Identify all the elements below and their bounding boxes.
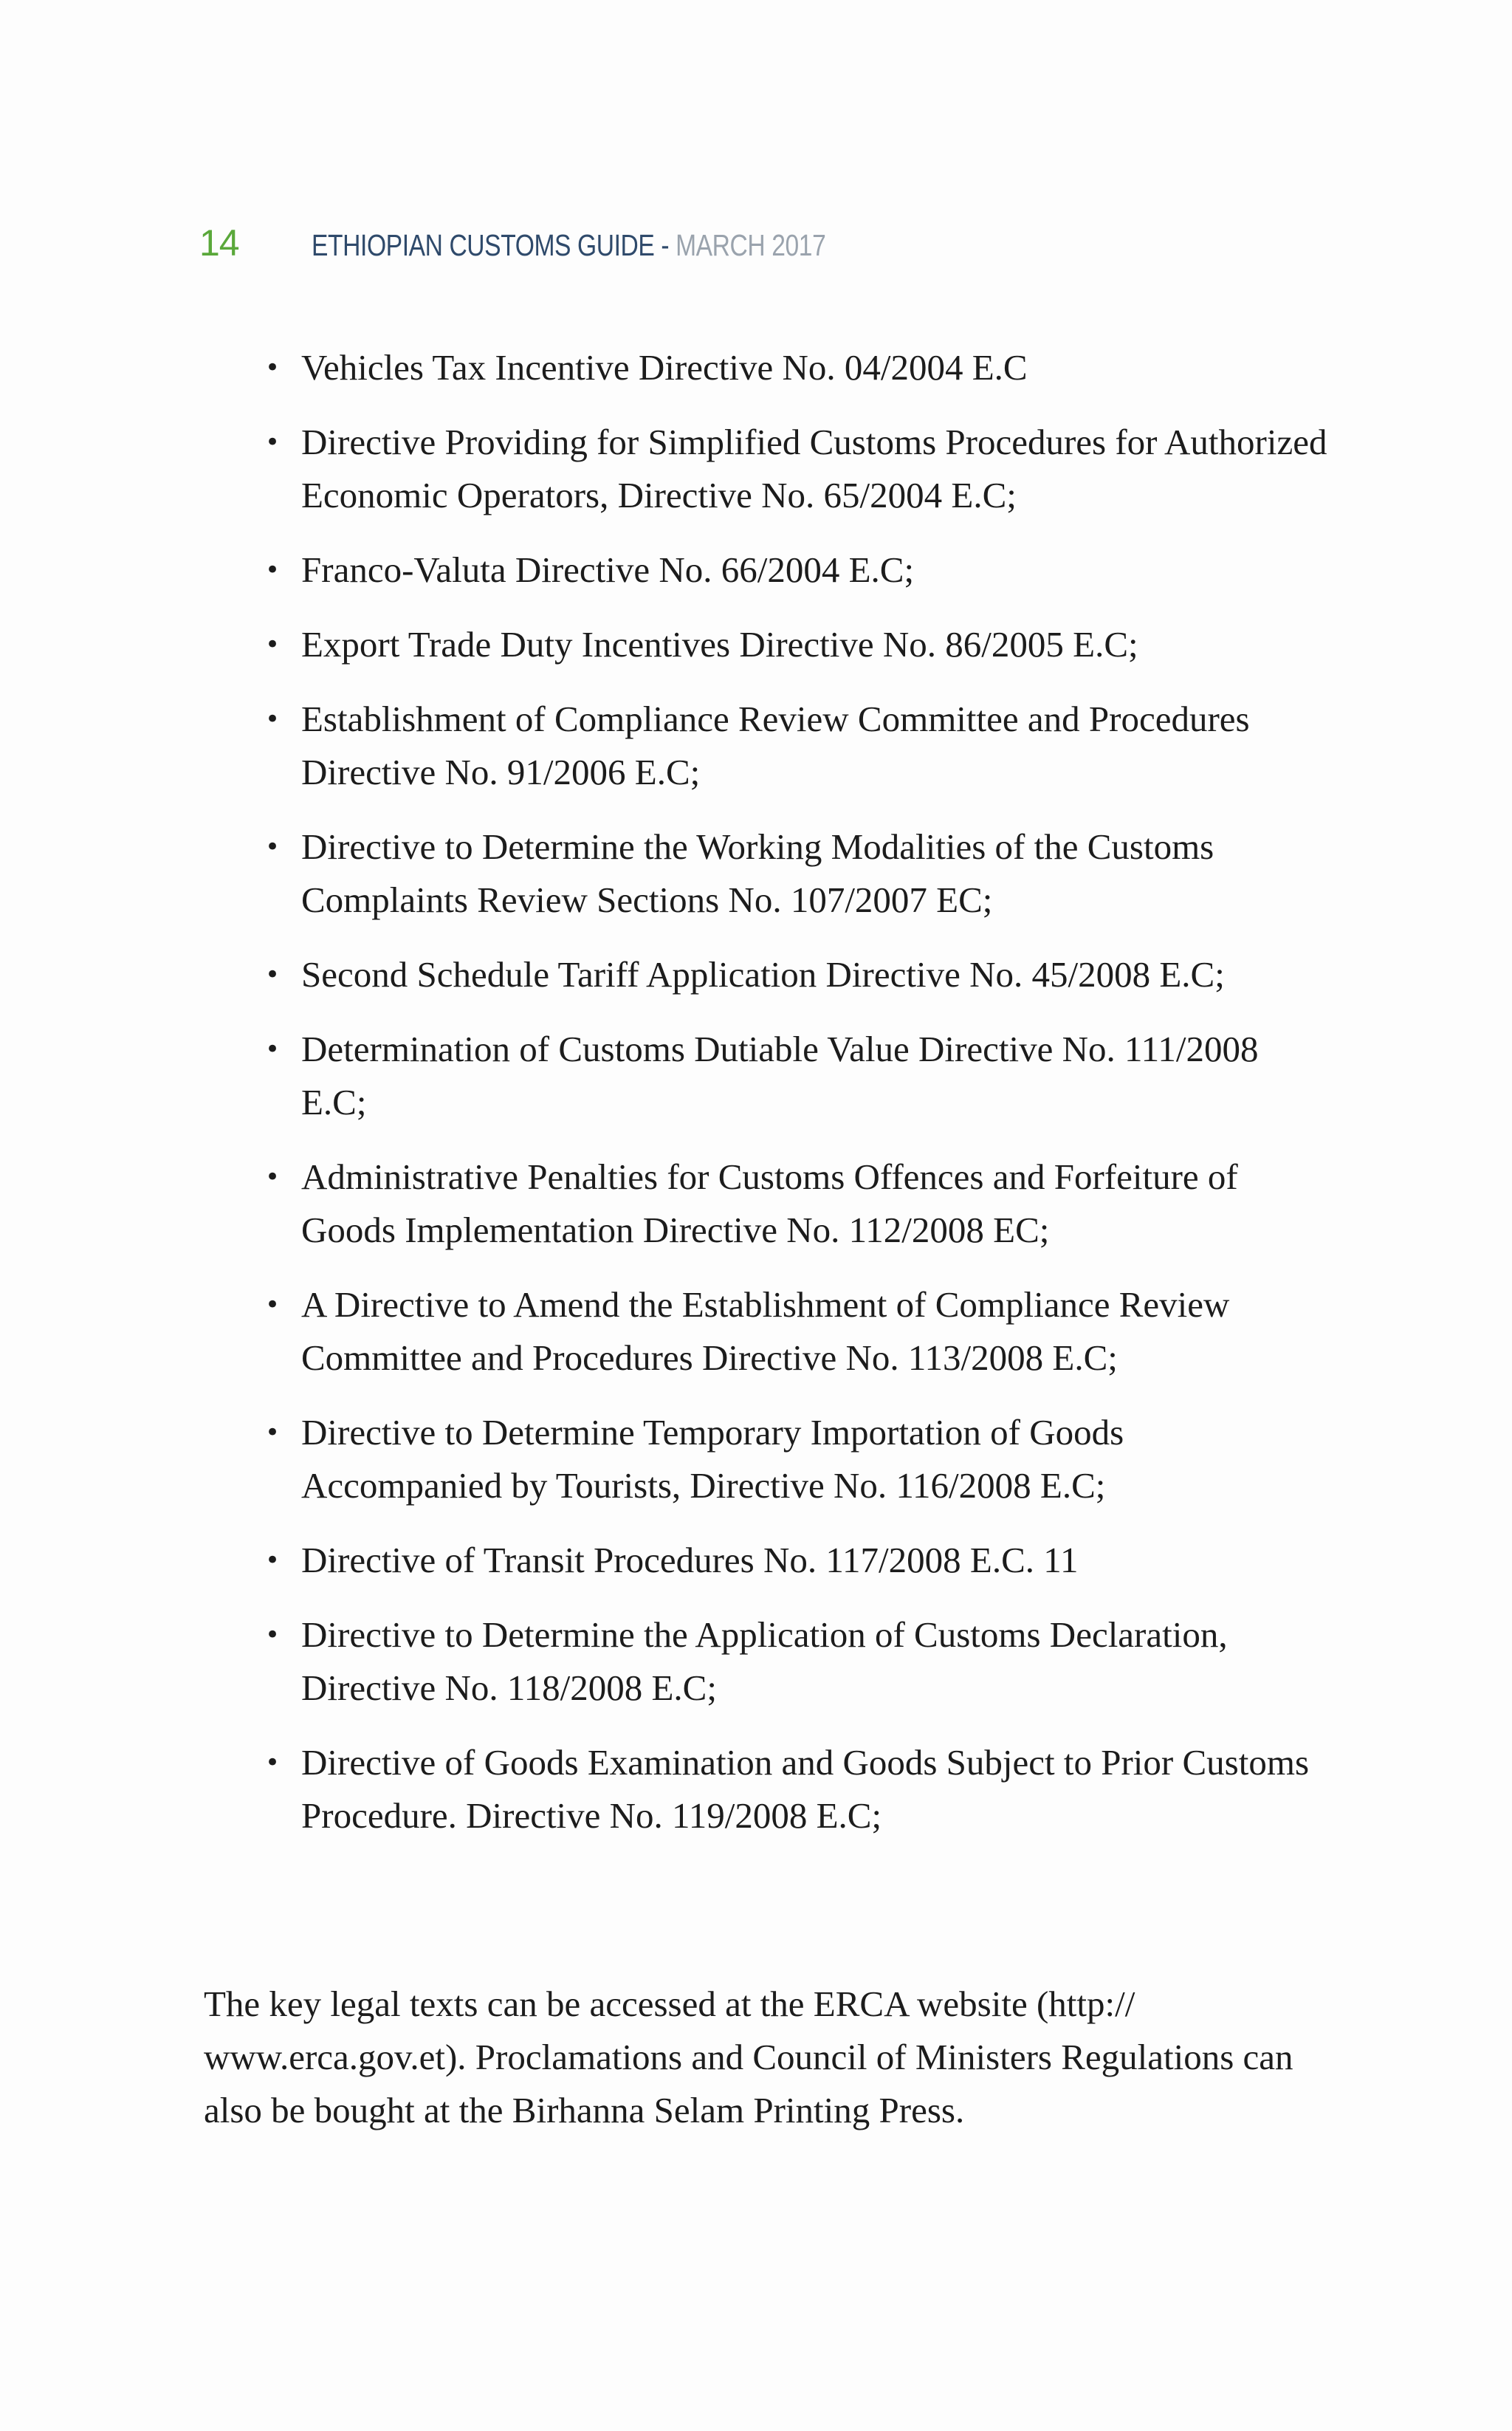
bullet-icon: •: [264, 832, 281, 862]
bullet-icon: •: [264, 960, 281, 990]
bullet-icon: •: [264, 353, 281, 383]
running-title-separator: -: [654, 228, 676, 262]
list-item: [258, 618, 1329, 671]
running-title-date: MARCH 2017: [676, 228, 826, 262]
list-item-text: Directive Providing for Simplified Customs Procedures for Authorized Economic Operators, Directive No. 65/2004 E.C;: [301, 422, 1327, 515]
bullet-icon: •: [264, 1418, 281, 1447]
list-item: [258, 948, 1329, 1001]
list-item: [258, 1151, 1329, 1257]
list-item-text: Administrative Penalties for Customs Offences and Forfeiture of Goods Implementation Directive No. 112/2008 EC;: [301, 1156, 1238, 1250]
list-item: [258, 1278, 1329, 1385]
list-item-text: Directive to Determine the Working Modalities of the Customs Complaints Review Sections No. 107/2007 EC;: [301, 826, 1214, 920]
list-item-text: A Directive to Amend the Establishment of Compliance Review Committee and Procedures Directive No. 113/2008 E.C;: [301, 1284, 1230, 1378]
bullet-icon: •: [264, 1546, 281, 1575]
list-item-text: Determination of Customs Dutiable Value Directive No. 111/2008 E.C;: [301, 1029, 1259, 1122]
page-header: [199, 222, 938, 273]
list-item: [258, 544, 1329, 597]
list-item-text: Directive of Goods Examination and Goods Subject to Prior Customs Procedure. Directive No. 119/2008 E.C;: [301, 1742, 1310, 1836]
directive-list: [258, 341, 1329, 1864]
bullet-icon: •: [264, 1748, 281, 1777]
list-item-text: Vehicles Tax Incentive Directive No. 04/2004 E.C: [301, 347, 1028, 388]
list-item-text: Export Trade Duty Incentives Directive No. 86/2005 E.C;: [301, 624, 1138, 665]
list-item: [258, 1736, 1329, 1842]
list-item: [258, 1534, 1329, 1587]
list-item-text: Directive of Transit Procedures No. 117/2008 E.C. 11: [301, 1540, 1079, 1580]
bullet-icon: •: [264, 630, 281, 659]
list-item-text: Directive to Determine Temporary Importation of Goods Accompanied by Tourists, Directive No. 116/2008 E.C;: [301, 1412, 1124, 1506]
running-title: [312, 228, 825, 263]
bullet-icon: •: [264, 1620, 281, 1650]
bullet-icon: •: [264, 555, 281, 585]
bullet-icon: •: [264, 1290, 281, 1320]
page-number: 14: [199, 222, 239, 264]
list-item-text: Establishment of Compliance Review Committee and Procedures Directive No. 91/2006 E.C;: [301, 699, 1250, 792]
bullet-icon: •: [264, 1162, 281, 1192]
running-title-text: ETHIOPIAN CUSTOMS GUIDE: [312, 228, 655, 262]
closing-paragraph: The key legal texts can be accessed at the ERCA website (http:// www.erca.gov.et). Proclamations and Council of Ministers Regulations can also be bought at the Birhanna Selam Printing Press.: [204, 1983, 1293, 2130]
list-item: [258, 1608, 1329, 1715]
list-item: [258, 820, 1329, 927]
list-item: [258, 1023, 1329, 1129]
bullet-icon: •: [264, 1035, 281, 1064]
list-item-text: Second Schedule Tariff Application Directive No. 45/2008 E.C;: [301, 954, 1225, 995]
bullet-icon: •: [264, 704, 281, 734]
list-item: [258, 416, 1329, 522]
list-item: [258, 341, 1329, 394]
list-item: [258, 1406, 1329, 1512]
bullet-icon: •: [264, 428, 281, 457]
list-item-text: Directive to Determine the Application of Customs Declaration, Directive No. 118/2008 E.C;: [301, 1614, 1228, 1708]
list-item: [258, 693, 1329, 799]
list-item-text: Franco-Valuta Directive No. 66/2004 E.C;: [301, 549, 915, 590]
